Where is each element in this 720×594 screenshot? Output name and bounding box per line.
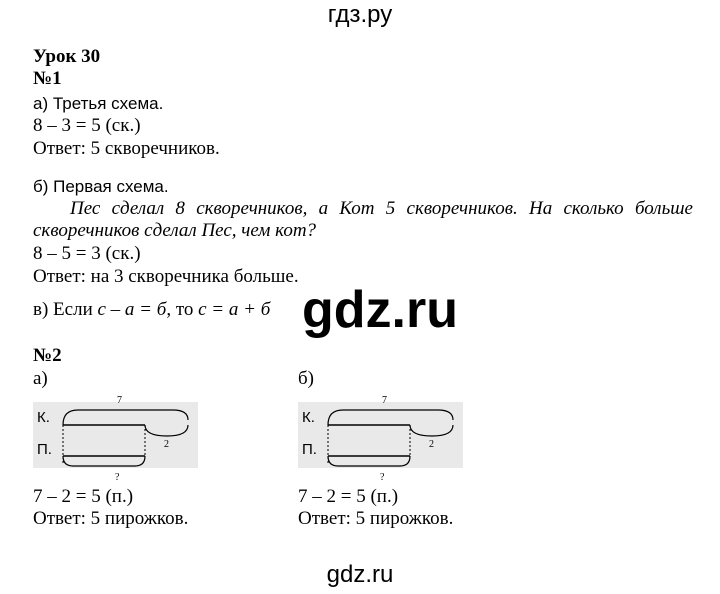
- diagram-unknown-label: ?: [380, 472, 385, 482]
- task1-a-equation: 8 – 3 = 5 (ск.): [33, 115, 141, 136]
- task2-a-equation: 7 – 2 = 5 (п.): [33, 486, 134, 507]
- task1-b-problem: Пес сделал 8 скворечников, а Кот 5 скворечников. На сколько больше скворечников сделал Пес, чем кот?: [33, 198, 693, 241]
- diagram-row2-label: П.: [302, 441, 317, 458]
- task1-b-line1: б) Первая схема.: [33, 177, 169, 196]
- task2-a-diagram: [33, 390, 198, 482]
- diagram-diff-label: 2: [164, 439, 169, 450]
- task1-number: №1: [33, 68, 62, 89]
- task1-v-line: [33, 299, 270, 321]
- task1-v-expr2: с = а + б: [198, 299, 271, 320]
- diagram-background: [33, 402, 198, 468]
- diagram-background: [298, 402, 463, 468]
- center-watermark: gdz.ru: [302, 281, 458, 339]
- header-watermark: гдз.ру: [327, 1, 393, 28]
- diagram-row2-label: П.: [37, 441, 52, 458]
- task2-a-answer: Ответ: 5 пирожков.: [33, 508, 189, 529]
- diagram-total-label: 7: [382, 395, 387, 406]
- lesson-title: Урок 30: [33, 46, 101, 67]
- task1-a-line1: а) Третья схема.: [33, 94, 164, 113]
- task2-b-answer: Ответ: 5 пирожков.: [298, 508, 454, 529]
- diagram-row1-label: К.: [37, 409, 50, 426]
- diagram-row1-label: К.: [302, 409, 315, 426]
- task2-b-diagram: [298, 390, 463, 482]
- task1-v-expr1: с – а = б: [97, 299, 167, 320]
- diagram-diff-label: 2: [429, 439, 434, 450]
- task2-b-label: б): [298, 368, 314, 389]
- task2-number: №2: [33, 345, 62, 366]
- task1-b-answer: Ответ: на 3 скворечника больше.: [33, 266, 299, 287]
- task1-v-prefix: в) Если: [33, 299, 98, 320]
- footer-watermark: gdz.ru: [326, 561, 394, 588]
- task2-a-label: а): [33, 368, 48, 389]
- task1-a-answer: Ответ: 5 скворечников.: [33, 138, 220, 159]
- diagram-total-label: 7: [117, 395, 122, 406]
- task2-b-equation: 7 – 2 = 5 (п.): [298, 486, 399, 507]
- task1-v-middle: , то: [166, 299, 199, 320]
- task1-b-equation: 8 – 5 = 3 (ск.): [33, 243, 141, 264]
- diagram-unknown-label: ?: [115, 472, 120, 482]
